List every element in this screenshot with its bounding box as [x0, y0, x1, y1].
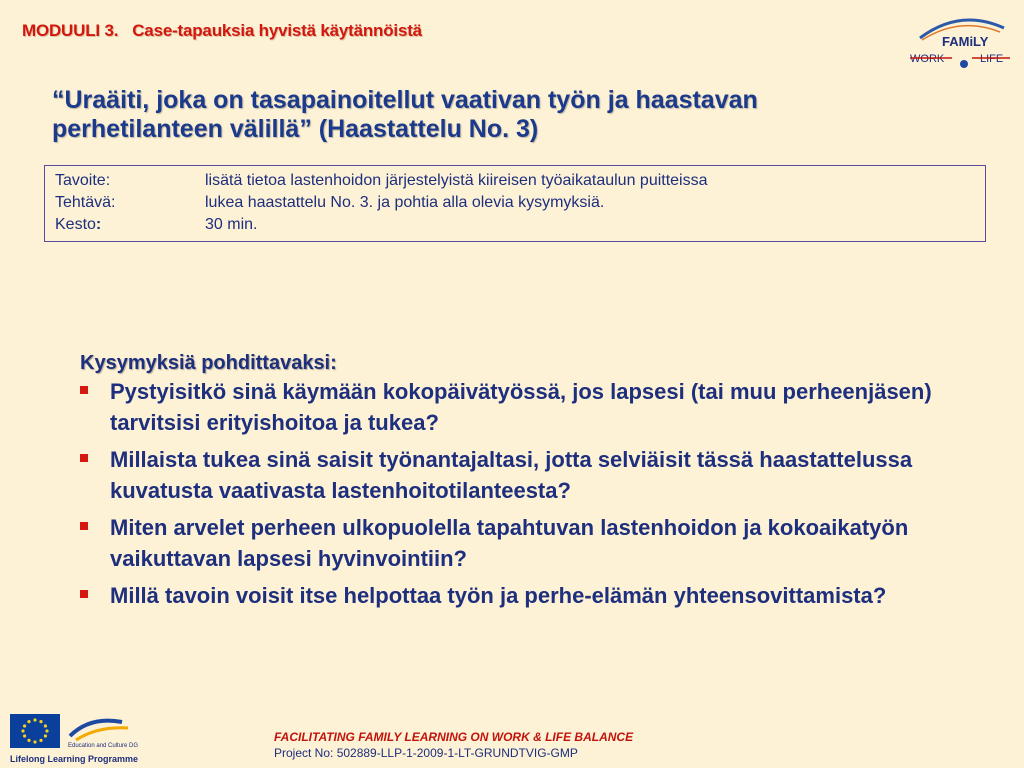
bullet-icon: [80, 386, 88, 394]
title-line-2: perhetilanteen välillä” (Haastattelu No. 3): [52, 115, 539, 143]
list-item: [80, 580, 970, 611]
family-work-life-logo: [908, 14, 1012, 70]
bullet-icon: [80, 522, 88, 530]
education-culture-text: Education and Culture DG: [68, 743, 139, 749]
questions-heading: Kysymyksiä pohdittavaksi:: [80, 352, 337, 374]
info-value: 30 min.: [205, 216, 258, 233]
info-label: Tavoite:: [55, 172, 111, 189]
footer: [274, 729, 633, 761]
logo-life-text: LIFE: [980, 53, 1004, 65]
lifelong-learning-text: Lifelong Learning Programme: [10, 754, 139, 764]
list-item: [80, 376, 970, 438]
logo-family-text: FAMiLY: [942, 34, 989, 49]
bullet-icon: [80, 590, 88, 598]
list-item: [80, 512, 970, 574]
info-row-duration: [55, 214, 975, 236]
bullet-icon: [80, 454, 88, 462]
info-label-text: Kesto: [55, 216, 96, 233]
info-label: [55, 214, 205, 236]
title-line-1: “Uraäiti, joka on tasapainoitellut vaativan työn ja haastavan: [52, 86, 758, 114]
info-value: lisätä tietoa lastenhoidon järjestelyistä kiireisen työaikataulun puitteissa: [205, 172, 708, 189]
logo-work-text: WORK: [910, 53, 945, 65]
page-title: [52, 86, 952, 144]
info-row-task: [55, 192, 975, 214]
module-header: [22, 21, 422, 41]
info-label: Tehtävä:: [55, 194, 116, 211]
eu-lifelong-learning-logo: [10, 712, 160, 764]
questions-list: [80, 376, 970, 611]
footer-project-number: Project No: 502889-LLP-1-2009-1-LT-GRUNDTVIG-GMP: [274, 746, 578, 760]
info-value: lukea haastattelu No. 3. ja pohtia alla olevia kysymyksiä.: [205, 194, 605, 211]
footer-project-title: FACILITATING FAMILY LEARNING ON WORK & LIFE BALANCE: [274, 730, 634, 744]
module-topic: Case-tapauksia hyvistä käytännöistä: [132, 21, 422, 40]
question-text: Millaista tukea sinä saisit työnantajaltasi, jotta selviäisit tässä haastattelussa kuvatusta vaativasta lastenhoitotilanteesta?: [110, 447, 913, 503]
question-text: Miten arvelet perheen ulkopuolella tapahtuvan lastenhoidon ja kokoaikatyön vaikuttavan lapsesi hyvinvointiin?: [110, 515, 909, 571]
question-text: Pystyisitkö sinä käymään kokopäivätyössä, jos lapsesi (tai muu perheenjäsen) tarvitsisi erityishoitoa ja tukea?: [110, 379, 932, 435]
info-label-colon: :: [95, 216, 102, 233]
info-row-goal: [55, 170, 975, 192]
questions-section: [80, 350, 970, 617]
task-info-box: [44, 165, 986, 242]
module-number: MODUULI 3.: [22, 21, 119, 40]
list-item: [80, 444, 970, 506]
question-text: Millä tavoin voisit itse helpottaa työn ja perhe-elämän yhteensovittamista?: [110, 583, 887, 608]
